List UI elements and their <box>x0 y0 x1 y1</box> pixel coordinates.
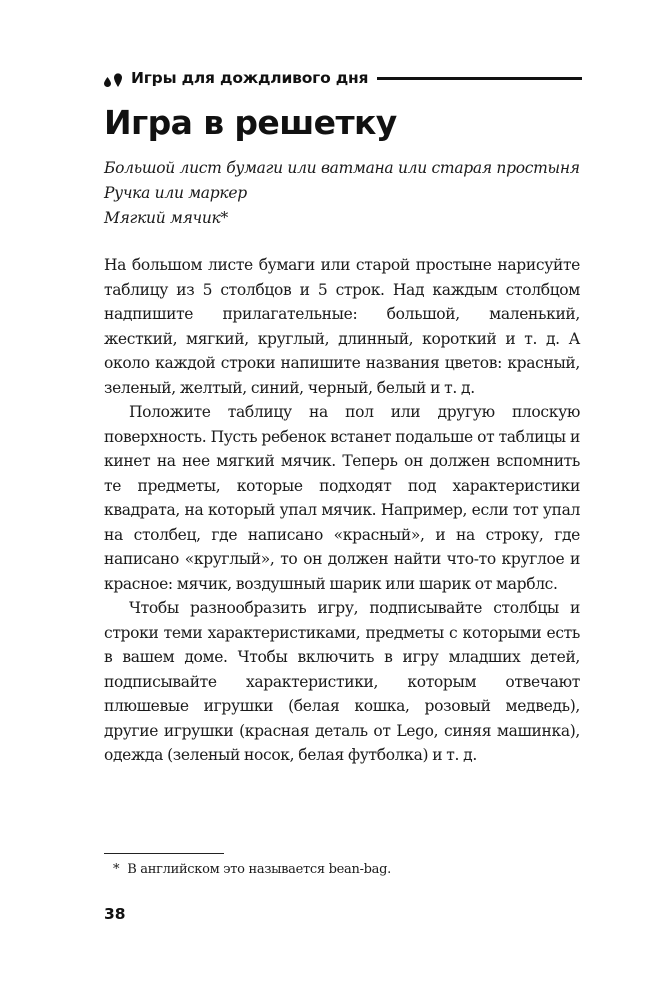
paragraph: На большом листе бумаги или старой простыне нарисуйте таблицу из 5 столбцов и 5 строк. Над каждым столбцом надпишите прилагательные: большой, маленький, жесткий, мягкий, круглый, длинный, короткий и т. д. А около каждой строки напишите названия цветов: красный, зеленый, желтый, синий, черный, белый и т. д. <box>104 256 580 397</box>
chapter-title: Игра в решетку <box>104 103 397 142</box>
materials-list <box>104 156 584 231</box>
running-head-title: Игры для дождливого дня <box>131 69 369 87</box>
raindrop-large-icon <box>114 73 122 87</box>
materials-item: Ручка или маркер <box>104 184 247 202</box>
running-head-rule <box>377 77 582 80</box>
footnote <box>113 862 391 877</box>
paragraph: Чтобы разнообразить игру, подписывайте столбцы и строки теми характеристиками, предметы с которыми есть в вашем доме. Чтобы включить в игру младших детей, подписывайте характеристики, которым отвечают плюшевые игрушки (белая кошка, розовый медведь), другие игрушки (красная деталь от Lego, синяя машинка), одежда (зеленый носок, белая футболка) и т. д. <box>104 599 580 764</box>
footnote-mark: * <box>113 862 120 877</box>
body-text <box>104 253 580 768</box>
page-number: 38 <box>104 905 126 923</box>
materials-item: Большой лист бумаги или ватмана или старая простыня <box>104 159 580 177</box>
raindrops-icon <box>104 69 122 87</box>
paragraph: Положите таблицу на пол или другую плоскую поверхность. Пусть ребенок встанет подальше от таблицы и кинет на нее мягкий мячик. Теперь он должен вспомнить те предметы, которые подходят под характеристики квадрата, на который упал мячик. Например, если тот упал на столбец, где написано «красный», и на строку, где написано «круглый», то он должен найти что-то круглое и красное: мячик, воздушный шарик или шарик от марблс. <box>104 403 580 593</box>
raindrop-small-icon <box>104 77 111 87</box>
footnote-rule <box>104 853 224 854</box>
materials-item: Мягкий мячик* <box>104 209 228 227</box>
footnote-text: В английском это называется bean-bag. <box>127 862 391 877</box>
running-head <box>104 63 582 93</box>
